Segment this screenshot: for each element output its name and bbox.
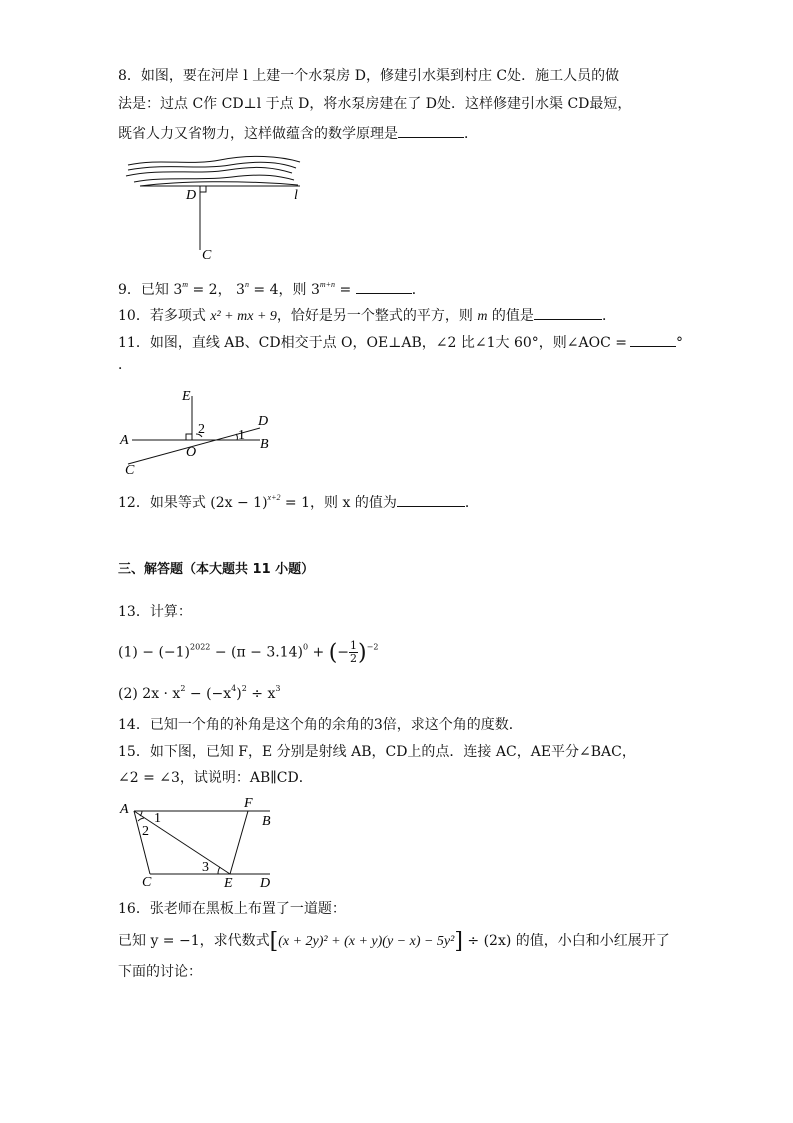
q11-line-2: ． [118, 357, 132, 373]
label-angle-3: 3 [202, 860, 209, 875]
q16-expression: (x + 2y)² + (x + y)(y − x) − 5y² [278, 934, 455, 949]
q15-figure [116, 794, 286, 892]
q10-polynomial: x² + mx + 9 [210, 309, 277, 324]
q13-p1-fraction [349, 640, 358, 665]
q10-var-m: m [477, 309, 488, 324]
label-c: C [202, 248, 212, 263]
q13-p2-exp-3: 2 [241, 684, 247, 693]
label-a: A [120, 433, 129, 448]
q16-line-2 [118, 931, 670, 952]
q8-river-figure [120, 150, 320, 265]
fraction-denominator: 2 [350, 652, 358, 665]
q11-text: 11．如图，直线 AB、CD相交于点 O，OE⊥AB，∠2 比∠1大 60°，则∠AOC = [118, 335, 627, 351]
river-wave-3 [126, 167, 292, 176]
q13-p2-text-1: (2) 2x · x [118, 686, 181, 702]
q13-p1-text-2: − (π − 3.14) [210, 644, 303, 661]
segment-ae [134, 811, 230, 874]
q9-exp-n: n [244, 280, 249, 289]
label-d: D [258, 414, 269, 429]
q13-p2-text-4: ÷ x [246, 686, 276, 702]
q9-exp-m: m [182, 280, 189, 289]
q13-p2-text-2: − (−x [185, 686, 232, 702]
q10-end: ． [601, 308, 616, 324]
q11-figure [116, 382, 286, 478]
label-c: C [125, 463, 135, 478]
q10-line [118, 304, 616, 327]
q15-line-2: ∠2 = ∠3，试说明：AB∥CD． [118, 770, 313, 786]
q9-text-4: = [335, 282, 356, 298]
q9-answer-blank [356, 278, 412, 294]
q13-p1-exp-2: 0 [302, 642, 309, 652]
q9-text-1: 9．已知 3 [118, 282, 183, 298]
river-wave-2 [128, 162, 296, 170]
q13-p1-text-1: (1) − (−1) [118, 644, 191, 661]
q13-p2-exp-4: 3 [275, 684, 281, 693]
q12-text-1: 12．如果等式 (2x − 1) [118, 495, 268, 511]
label-f: F [244, 796, 253, 811]
river-wave-4 [134, 175, 294, 182]
q10-answer-blank [534, 304, 602, 320]
q10-text-1: 10．若多项式 [118, 308, 211, 324]
q10-text-3: 的值是 [487, 308, 534, 324]
q13-part-2 [118, 684, 280, 704]
label-angle-1: 1 [154, 811, 161, 826]
label-e: E [182, 389, 191, 404]
q13-p1-open-paren: ( [328, 640, 338, 666]
q8-line-1: 8．如图，要在河岸 l 上建一个水泵房 D，修建引水渠到村庄 C处．施工人员的做 [118, 68, 620, 84]
label-d: D [260, 876, 271, 891]
q12-exp: x+2 [267, 493, 281, 502]
label-b: B [260, 437, 269, 452]
q9-text-3: = 4，则 3 [248, 282, 320, 298]
q12-answer-blank [397, 491, 465, 507]
q12-line [118, 491, 479, 513]
river-wave-1 [128, 156, 300, 165]
q13-p1-exp-1: 2022 [190, 642, 211, 652]
q9-end: ． [411, 282, 426, 298]
right-angle-mark [200, 186, 206, 192]
q8-line-2: 法是：过点 C作 CD⊥l 于点 D，将水泵房建在了 D处．这样修建引水渠 CD最短， [118, 96, 632, 112]
label-a: A [120, 802, 129, 817]
q13-part-1: $(1) - (-1)^{2022} - (\pi - 3.14)^0$ + (− $\frac{1}{2}$ )$^{-2}$ [118, 639, 379, 666]
q16-open-bracket: [ [269, 929, 279, 954]
label-d: D [186, 188, 197, 203]
q12-text-2: = 1，则 x 的值为 [280, 495, 397, 511]
q13-p2-text-3: ) [236, 686, 242, 702]
label-angle-2: 2 [198, 422, 205, 437]
q16-line-3: 下面的讨论： [118, 964, 202, 980]
q14-line: 14．已知一个角的补角是这个角的余角的3倍，求这个角的度数． [118, 717, 523, 733]
q9-exp-mn: m+n [319, 280, 336, 289]
label-e: E [224, 876, 233, 891]
label-l: l [294, 188, 298, 203]
segment-fe [230, 811, 248, 874]
q13-p2-exp-1: 2 [180, 684, 186, 693]
q13-p1-close-paren: ) [358, 640, 367, 666]
q13-p1-text-3: + [308, 644, 329, 661]
angle-3-arc [218, 867, 220, 874]
label-b: B [262, 814, 271, 829]
q8-line-3-text: 既省人力又省物力，这样做蕴含的数学原理是 [118, 126, 398, 142]
q8-answer-blank [398, 122, 464, 138]
q11-degree: ° [676, 335, 683, 351]
q13-p2-exp-2: 4 [231, 684, 237, 693]
q13-p1-exp-3: −2 [366, 642, 379, 652]
section-3-title: 三、解答题（本大题共 11 小题） [118, 562, 315, 577]
q12-end: ． [464, 495, 479, 511]
fraction-numerator: 1 [350, 639, 358, 652]
angle-1-arc [140, 811, 142, 816]
q16-text-1: 已知 y = −1，求代数式 [118, 933, 270, 949]
label-angle-2: 2 [142, 824, 149, 839]
q8-line-3-end: ． [464, 126, 478, 142]
q16-close-bracket: ] [454, 929, 463, 954]
q8-line-3 [118, 122, 478, 144]
label-angle-1: 1 [238, 428, 245, 443]
q16-text-2: ÷ (2x) 的值，小白和小红展开了 [462, 933, 670, 949]
angle-2-arc [138, 818, 144, 821]
q11-answer-blank [630, 331, 676, 347]
right-angle-mark [186, 434, 192, 440]
q9-text-2: = 2， 3 [188, 282, 245, 298]
label-c: C [142, 875, 152, 890]
river-bank [140, 182, 298, 186]
label-o: O [186, 445, 197, 460]
q13-title: 13．计算： [118, 604, 192, 620]
q15-line-1: 15．如下图，已知 F，E 分别是射线 AB，CD上的点．连接 AC，AE平分∠BAC， [118, 744, 636, 760]
q16-line-1: 16．张老师在黑板上布置了一道题： [118, 901, 346, 917]
q11-line-1 [118, 331, 683, 353]
q10-text-2: ，恰好是另一个整式的平方，则 [276, 308, 478, 324]
q9-line [118, 278, 426, 300]
